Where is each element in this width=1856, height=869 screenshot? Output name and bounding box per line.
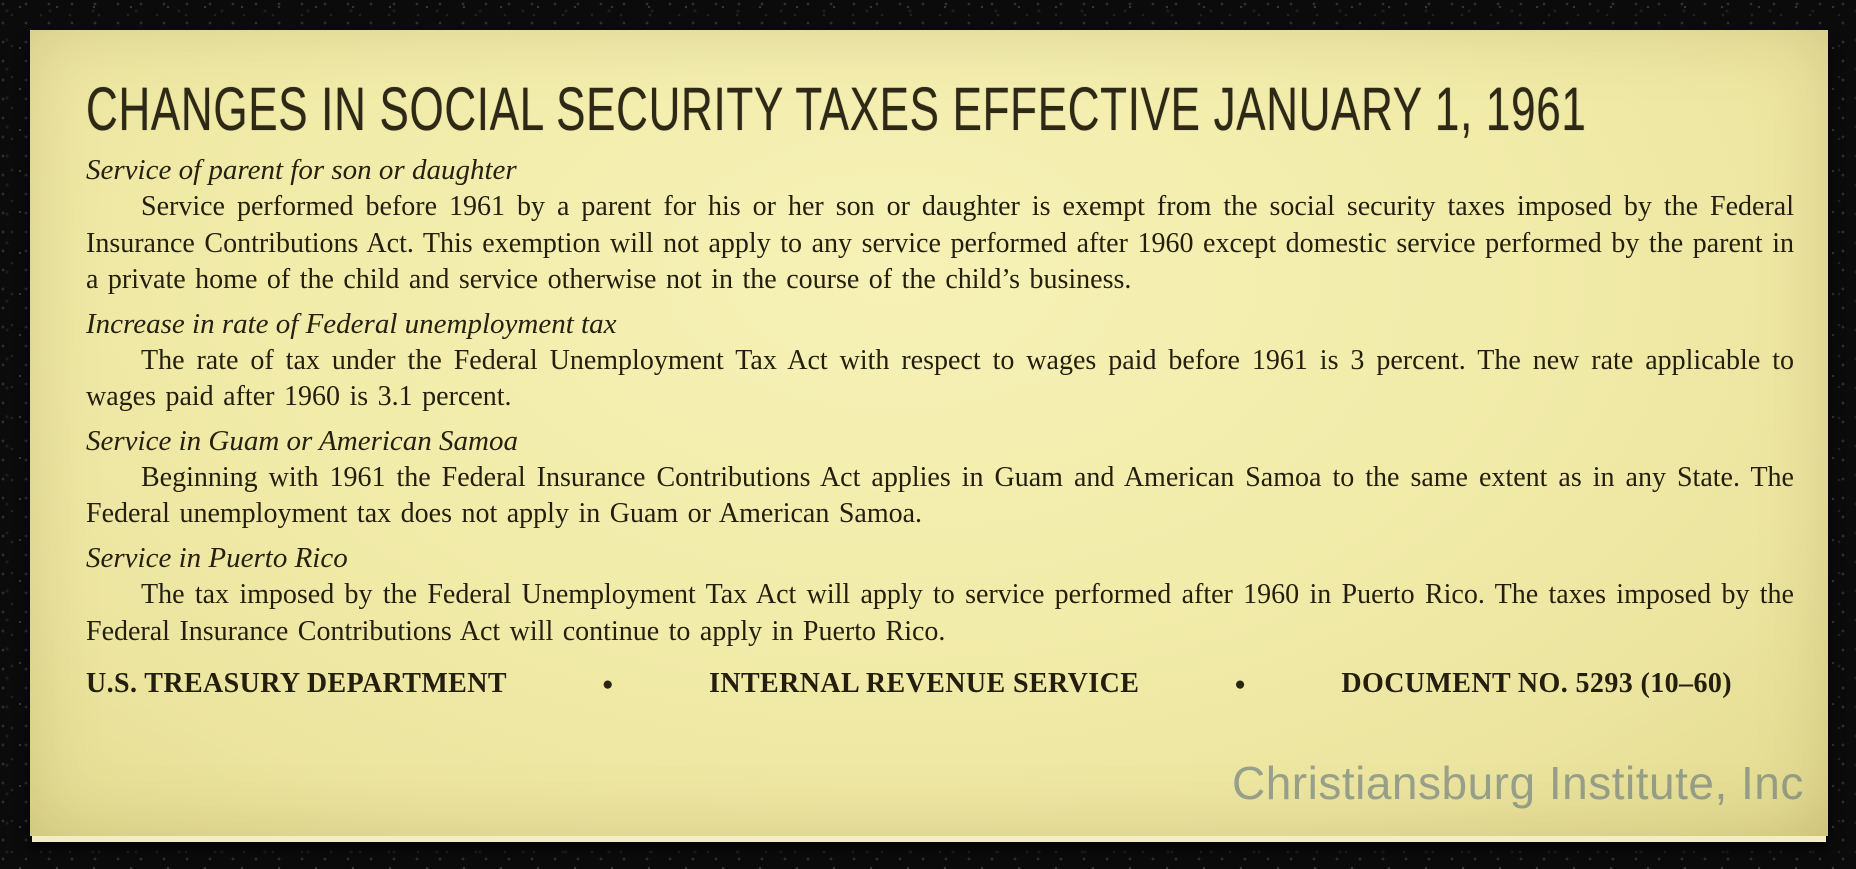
section-body-unemployment-rate: The rate of tax under the Federal Unemployment Tax Act with respect to wages paid before 1961 is 3 percent. The new rate applicable to wages paid after 1960 is 3.1 percent.: [86, 344, 1794, 413]
section-heading-parent-service: Service of parent for son or daughter: [86, 154, 517, 186]
section-body-parent-service: Service performed before 1961 by a parent for his or her son or daughter is exempt from the social security taxes imposed by the Federal Insurance Contributions Act. This exemption will not apply to any service performed after 1960 except domestic service performed by the parent in a private home of the child and service otherwise not in the course of the child’s business.: [86, 191, 1794, 296]
document-card: [30, 30, 1828, 836]
bullet-icon: ●: [1234, 674, 1247, 696]
bullet-icon: ●: [602, 674, 614, 696]
footer-document-number: DOCUMENT NO. 5293 (10–60): [1341, 667, 1732, 699]
footer-service: INTERNAL REVENUE SERVICE: [709, 667, 1140, 699]
section-heading-unemployment-rate: Increase in rate of Federal unemployment tax: [86, 307, 617, 340]
section-body-guam-samoa: Beginning with 1961 the Federal Insurance Contributions Act applies in Guam and American Samoa to the same extent as in any State. The Federal unemployment tax does not apply in Guam or American Samoa.: [86, 461, 1794, 530]
watermark-text: Christiansburg Institute, Inc: [1232, 757, 1804, 809]
section-heading-guam-samoa: Service in Guam or American Samoa: [86, 424, 518, 457]
document-footer: [86, 668, 1794, 700]
section-heading-puerto-rico: Service in Puerto Rico: [86, 541, 348, 574]
section-body-puerto-rico: The tax imposed by the Federal Unemployment Tax Act will apply to service performed after 1960 in Puerto Rico. The taxes imposed by the Federal Insurance Contributions Act will continue to apply in Puerto Rico.: [86, 579, 1794, 647]
footer-department: U.S. TREASURY DEPARTMENT: [86, 667, 507, 699]
document-title: CHANGES IN SOCIAL SECURITY TAXES EFFECTIVE JANUARY 1, 1961: [86, 75, 1587, 143]
